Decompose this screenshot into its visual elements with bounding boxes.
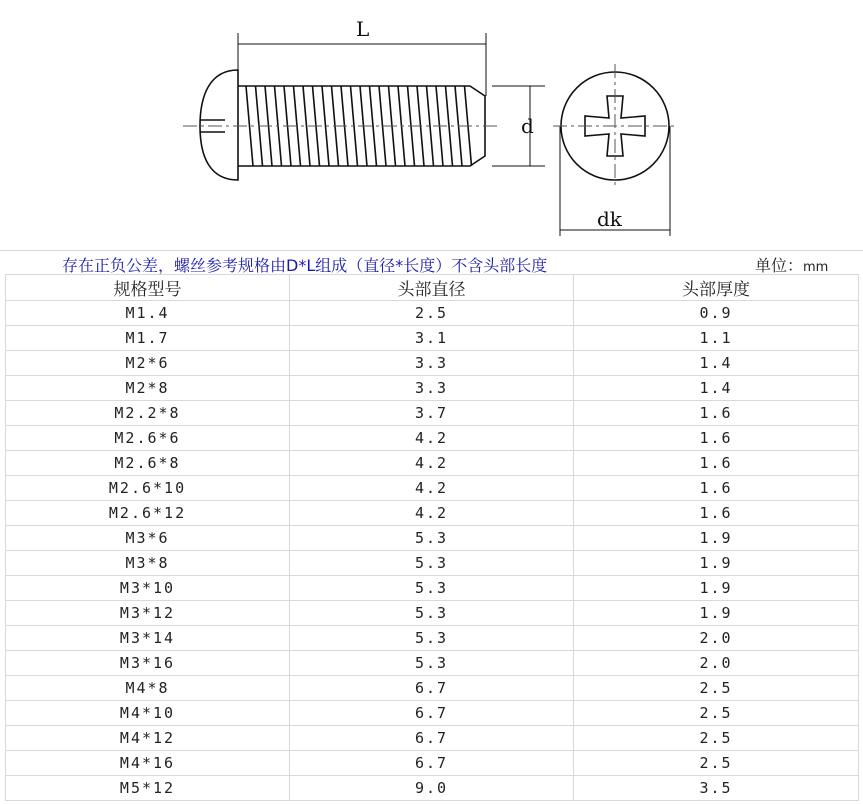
cell-head-thickness: 1.9 xyxy=(574,576,859,601)
unit-label xyxy=(755,253,828,276)
cell-head-thickness: 2.5 xyxy=(574,726,859,751)
cell-head-thickness: 3.5 xyxy=(574,776,859,801)
cell-head-thickness: 1.6 xyxy=(574,476,859,501)
cell-model: M3*12 xyxy=(6,601,290,626)
table-row xyxy=(6,776,859,801)
cell-head-diameter: 6.7 xyxy=(290,751,574,776)
table-row xyxy=(6,726,859,751)
length-label: L xyxy=(356,17,370,41)
cell-model: M3*10 xyxy=(6,576,290,601)
cell-head-diameter: 6.7 xyxy=(290,726,574,751)
cell-model: M5*12 xyxy=(6,776,290,801)
screw-spec-table xyxy=(5,274,859,801)
screw-head-side xyxy=(200,70,238,180)
cell-head-thickness: 2.0 xyxy=(574,651,859,676)
table-row xyxy=(6,476,859,501)
table-row xyxy=(6,376,859,401)
cell-model: M2.6*6 xyxy=(6,426,290,451)
cell-head-diameter: 5.3 xyxy=(290,526,574,551)
cell-model: M2*6 xyxy=(6,351,290,376)
cell-model: M3*8 xyxy=(6,551,290,576)
cell-head-thickness: 1.6 xyxy=(574,501,859,526)
cell-head-thickness: 2.5 xyxy=(574,701,859,726)
cell-model: M2.6*10 xyxy=(6,476,290,501)
cell-head-thickness: 1.4 xyxy=(574,376,859,401)
cell-head-diameter: 3.1 xyxy=(290,326,574,351)
cell-model: M1.7 xyxy=(6,326,290,351)
cell-head-diameter: 3.7 xyxy=(290,401,574,426)
note-row xyxy=(0,250,863,275)
cell-model: M2.2*8 xyxy=(6,401,290,426)
cell-model: M3*16 xyxy=(6,651,290,676)
header-model: 规格型号 xyxy=(6,275,290,301)
cell-model: M4*8 xyxy=(6,676,290,701)
cell-model: M4*12 xyxy=(6,726,290,751)
cell-head-thickness: 1.9 xyxy=(574,601,859,626)
cell-head-thickness: 0.9 xyxy=(574,301,859,326)
cell-model: M1.4 xyxy=(6,301,290,326)
screw-dimension-diagram xyxy=(0,0,863,250)
table-row xyxy=(6,751,859,776)
cell-head-diameter: 5.3 xyxy=(290,551,574,576)
cell-model: M4*16 xyxy=(6,751,290,776)
table-row xyxy=(6,701,859,726)
cell-head-diameter: 3.3 xyxy=(290,376,574,401)
cell-head-diameter: 4.2 xyxy=(290,501,574,526)
header-head-diameter: 头部直径 xyxy=(290,275,574,301)
cell-head-diameter: 4.2 xyxy=(290,426,574,451)
table-row xyxy=(6,526,859,551)
head-diameter-label: dk xyxy=(597,207,622,231)
cell-head-thickness: 1.6 xyxy=(574,451,859,476)
cell-head-thickness: 1.6 xyxy=(574,401,859,426)
cell-head-diameter: 6.7 xyxy=(290,676,574,701)
table-header-row xyxy=(6,275,859,301)
cell-head-thickness: 1.6 xyxy=(574,426,859,451)
table-row xyxy=(6,326,859,351)
table-row xyxy=(6,626,859,651)
cell-head-diameter: 5.3 xyxy=(290,576,574,601)
table-row xyxy=(6,451,859,476)
table-row xyxy=(6,426,859,451)
table-row xyxy=(6,301,859,326)
cell-model: M2*8 xyxy=(6,376,290,401)
cell-head-diameter: 6.7 xyxy=(290,701,574,726)
cell-model: M3*14 xyxy=(6,626,290,651)
cell-head-thickness: 1.4 xyxy=(574,351,859,376)
cell-head-diameter: 5.3 xyxy=(290,626,574,651)
cell-model: M2.6*12 xyxy=(6,501,290,526)
table-row xyxy=(6,601,859,626)
cell-head-thickness: 2.5 xyxy=(574,676,859,701)
cell-model: M4*10 xyxy=(6,701,290,726)
table-row xyxy=(6,676,859,701)
cell-head-thickness: 2.0 xyxy=(574,626,859,651)
cell-model: M3*6 xyxy=(6,526,290,551)
cell-head-diameter: 5.3 xyxy=(290,651,574,676)
cell-head-diameter: 9.0 xyxy=(290,776,574,801)
cell-head-thickness: 1.9 xyxy=(574,551,859,576)
table-row xyxy=(6,401,859,426)
tolerance-note: 存在正负公差，螺丝参考规格由D*L组成（直径*长度）不含头部长度 xyxy=(62,256,548,275)
unit-prefix: 单位： xyxy=(755,256,804,275)
unit-value: mm xyxy=(803,260,829,275)
cell-head-diameter: 4.2 xyxy=(290,451,574,476)
cell-head-thickness: 1.9 xyxy=(574,526,859,551)
table-row xyxy=(6,551,859,576)
table-row xyxy=(6,501,859,526)
table-row xyxy=(6,576,859,601)
table-row xyxy=(6,351,859,376)
diameter-label: d xyxy=(521,114,534,138)
cell-head-diameter: 2.5 xyxy=(290,301,574,326)
cell-head-diameter: 4.2 xyxy=(290,476,574,501)
cell-model: M2.6*8 xyxy=(6,451,290,476)
cell-head-diameter: 3.3 xyxy=(290,351,574,376)
header-head-thickness: 头部厚度 xyxy=(574,275,859,301)
cell-head-diameter: 5.3 xyxy=(290,601,574,626)
cell-head-thickness: 2.5 xyxy=(574,751,859,776)
table-row xyxy=(6,651,859,676)
cell-head-thickness: 1.1 xyxy=(574,326,859,351)
